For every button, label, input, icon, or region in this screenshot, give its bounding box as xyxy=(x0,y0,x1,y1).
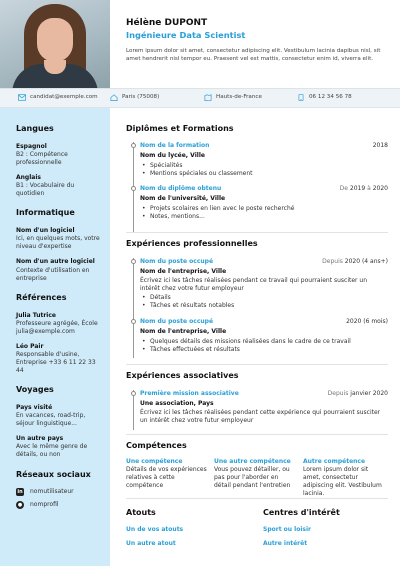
entry-org: Nom de l'entreprise, Ville xyxy=(140,268,227,275)
job-title: Ingénieure Data Scientist xyxy=(126,30,246,40)
travel-desc: En vacances, road-trip, séjour linguistique... xyxy=(16,412,86,428)
asset-item: Un de vos atouts xyxy=(126,526,184,533)
experience-timeline xyxy=(133,258,134,358)
entry-date: 2018 xyxy=(372,142,388,149)
skill-item xyxy=(303,458,385,498)
languages-section xyxy=(16,124,110,198)
contact-region xyxy=(204,94,262,102)
section-divider xyxy=(126,364,388,365)
contact-email-text: candidat@exemple.com xyxy=(30,94,98,100)
language-item xyxy=(16,174,110,198)
travel-item xyxy=(16,404,110,428)
skill-name: Une autre compétence xyxy=(214,458,291,465)
bullet: • Projets scolaires en lien avec le poste recherché xyxy=(150,205,294,213)
skill-name: Une compétence xyxy=(126,458,183,465)
skill-name: Autre compétence xyxy=(303,458,366,465)
entry-role: Nom du diplôme obtenu xyxy=(140,185,222,192)
reference-desc: Professeure agrégée, École julia@exemple.com xyxy=(16,319,98,335)
phone-icon xyxy=(297,94,305,101)
reference-name: Julia Tutrice xyxy=(16,311,56,319)
social-linkedin[interactable] xyxy=(16,488,110,496)
timeline-dot xyxy=(131,186,136,191)
section-divider xyxy=(126,232,388,233)
entry-date: Depuis 2020 (4 ans+) xyxy=(322,258,388,265)
entry-role: Nom du poste occupé xyxy=(140,318,214,325)
entry-date: 2020 (6 mois) xyxy=(346,318,388,325)
bullet: • Détails xyxy=(150,294,234,302)
travel-desc: Avec le même genre de détails, ou non xyxy=(16,443,88,459)
interest-item: Autre intérêt xyxy=(263,540,308,547)
entry-role: Nom de la formation xyxy=(140,142,210,149)
profile-photo xyxy=(0,0,110,88)
profile-summary: Lorem ipsum dolor sit amet, consectetur adipiscing elit. Vestibulum lacinia dapibus nisl, sit amet hendrerit nisl tempor eu. Praesent vel est mattis, consectetur enim id, viverra elit. xyxy=(126,48,381,63)
reference-item xyxy=(16,343,110,375)
entry-role: Première mission associative xyxy=(140,390,239,397)
entry-bullets xyxy=(150,205,294,221)
section-divider xyxy=(126,434,388,435)
timeline-dot xyxy=(131,391,136,396)
software-desc: Ici, en quelques mots, votre niveau d'expertise xyxy=(16,235,100,251)
skill-desc: Lorem ipsum dolor sit amet, consectetur adipiscing elit. Vestibulum lacinia. xyxy=(303,466,382,498)
associative-title: Expériences associatives xyxy=(126,371,239,380)
language-level: B2 : Compétence professionnelle xyxy=(16,150,68,166)
contact-region-text: Hauts-de-France xyxy=(216,94,262,100)
contact-email[interactable] xyxy=(18,94,98,102)
header xyxy=(0,0,400,88)
skill-desc: Détails de vos expériences relatives à cette compétence xyxy=(126,466,207,490)
entry-bullets xyxy=(150,294,234,310)
contact-phone[interactable] xyxy=(297,94,352,102)
contact-bar xyxy=(0,88,400,108)
entry-bullets xyxy=(150,162,253,178)
software-item xyxy=(16,227,110,251)
software-name: Nom d'un autre logiciel xyxy=(16,258,95,266)
reference-item xyxy=(16,312,110,336)
entry-description: Écrivez ici les tâches réalisées pendant cette expérience qui pourraient susciter un intérêt chez votre futur employeur xyxy=(140,409,381,425)
software-desc: Contexte d'utilisation en entreprise xyxy=(16,266,90,282)
asset-item: Un autre atout xyxy=(126,540,176,547)
interests-title: Centres d'intérêt xyxy=(263,508,340,517)
reference-name: Léo Pair xyxy=(16,342,44,350)
bullet: • Spécialités xyxy=(150,162,253,170)
social-label: nomprofil xyxy=(30,501,59,509)
entry-date: Depuis janvier 2020 xyxy=(327,390,388,397)
software-name: Nom d'un logiciel xyxy=(16,227,75,235)
timeline-dot xyxy=(131,259,136,264)
skills-title: Compétences xyxy=(126,441,187,450)
entry-org: Une association, Pays xyxy=(140,400,214,407)
experience-title: Expériences professionnelles xyxy=(126,239,258,248)
language-item xyxy=(16,143,110,167)
education-title: Diplômes et Formations xyxy=(126,124,234,133)
skill-desc: Vous pouvez détailler, ou pas pour l'aborder en détail pendant l'entretien xyxy=(214,466,291,490)
contact-city xyxy=(110,94,159,102)
travel-name: Un autre pays xyxy=(16,435,64,443)
social-section xyxy=(16,470,110,510)
timeline-dot xyxy=(131,143,136,148)
skill-item xyxy=(214,458,296,490)
entry-date: De 2019 à 2020 xyxy=(339,185,388,192)
bullet: • Tâches et résultats notables xyxy=(150,302,234,310)
bullet: • Tâches effectuées et résultats xyxy=(150,346,351,354)
entry-org: Nom du lycée, Ville xyxy=(140,152,205,159)
travel-item xyxy=(16,435,110,459)
linkedin-icon: in xyxy=(17,489,23,495)
contact-phone-text: 06 12 34 56 78 xyxy=(309,94,352,100)
entry-role: Nom du poste occupé xyxy=(140,258,214,265)
language-name: Espagnol xyxy=(16,142,47,150)
entry-description: Écrivez ici les tâches réalisées pendant ce travail qui pourraient susciter un intérêt chez votre futur employeur xyxy=(140,277,368,293)
interest-item: Sport ou loisir xyxy=(263,526,311,533)
bullet: • Quelques détails des missions réalisées dans le cadre de ce travail xyxy=(150,338,351,346)
references-section xyxy=(16,293,110,375)
language-name: Anglais xyxy=(16,174,41,182)
entry-org: Nom de l'entreprise, Ville xyxy=(140,328,227,335)
software-item xyxy=(16,258,110,282)
sidebar xyxy=(0,108,110,566)
languages-title: Langues xyxy=(16,124,54,133)
social-label: nomutilisateur xyxy=(30,488,74,496)
software-title: Informatique xyxy=(16,208,75,218)
contact-city-text: Paris (75008) xyxy=(122,94,160,100)
language-level: B1 : Vocabulaire du quotidien xyxy=(16,182,75,198)
map-icon xyxy=(204,94,212,101)
section-divider xyxy=(126,498,388,499)
mail-icon xyxy=(18,94,26,101)
github-icon: ● xyxy=(17,502,23,509)
references-title: Références xyxy=(16,292,67,302)
home-icon xyxy=(110,94,118,101)
travel-title: Voyages xyxy=(16,385,54,395)
entry-org: Nom de l'université, Ville xyxy=(140,195,226,202)
timeline-dot xyxy=(131,319,136,324)
software-section xyxy=(16,208,110,282)
entry-bullets xyxy=(150,338,351,354)
candidate-name: Hélène DUPONT xyxy=(126,18,208,28)
travel-name: Pays visité xyxy=(16,403,53,411)
reference-desc: Responsable d'usine, Entreprise +33 6 11 22 33 44 xyxy=(16,350,96,375)
bullet: • Notes, mentions... xyxy=(150,213,294,221)
bullet: • Mentions spéciales ou classement xyxy=(150,170,253,178)
social-title: Réseaux sociaux xyxy=(16,469,91,479)
assets-title: Atouts xyxy=(126,508,156,517)
associative-timeline xyxy=(133,390,134,430)
skill-item xyxy=(126,458,208,490)
social-github[interactable] xyxy=(16,501,110,509)
travel-section xyxy=(16,385,110,459)
